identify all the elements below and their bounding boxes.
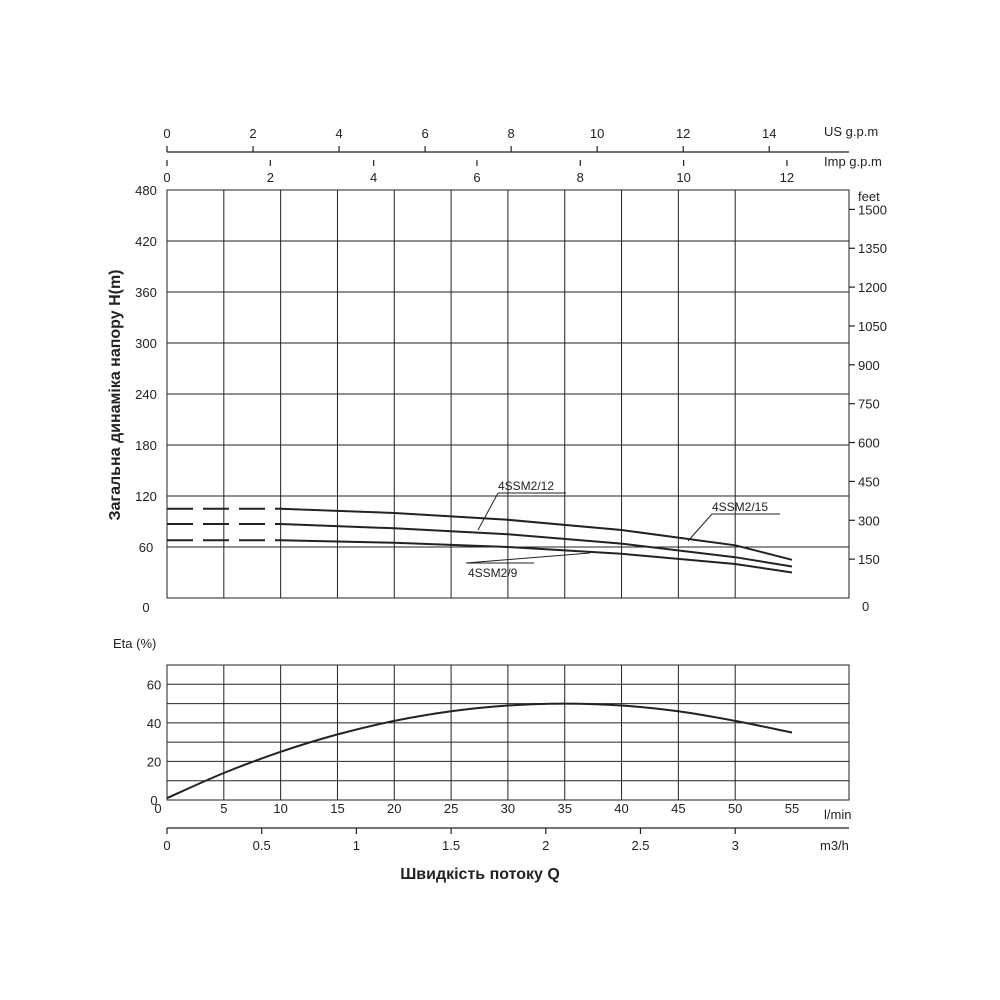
feet-tick-label: 750 (858, 396, 880, 412)
lmin-tick-label: 15 (330, 801, 345, 816)
head-y-tick-label: 120 (135, 489, 157, 504)
feet-tick-label: 1350 (858, 241, 887, 257)
m3h-tick-label: 2 (542, 838, 550, 853)
lmin-tick-label: 30 (500, 801, 516, 816)
lmin-tick-label: 40 (614, 801, 629, 816)
lmin-tick-label: 55 (784, 801, 800, 816)
head-y-tick-label: 480 (135, 183, 157, 198)
us-gpm-tick-label: 12 (675, 126, 691, 141)
head-curve-4SSM2-12 (281, 524, 792, 567)
m3h-axis-title: m3/h (820, 838, 849, 853)
head-y-tick-label: 240 (135, 387, 157, 402)
efficiency-y-tick-label: 0 (150, 793, 158, 808)
imp-gpm-tick-label: 8 (576, 170, 584, 185)
series-leader-pointer (688, 514, 712, 541)
lmin-tick-label: 10 (273, 801, 288, 816)
us-gpm-tick-label: 4 (335, 126, 343, 141)
head-y-tick-label: 0 (142, 600, 150, 615)
head-y-tick-label: 420 (135, 234, 157, 249)
imp-gpm-tick-label: 4 (370, 170, 378, 185)
lmin-tick-label: 20 (387, 801, 402, 816)
imp-gpm-tick-label: 10 (676, 170, 691, 185)
us-gpm-axis-title: US g.p.m (824, 124, 879, 139)
lmin-tick-label: 50 (727, 801, 743, 816)
m3h-tick-label: 1.5 (442, 838, 461, 853)
m3h-tick-label: 1 (352, 838, 361, 853)
m3h-tick-label: 2.5 (631, 838, 650, 853)
feet-tick-label: 300 (858, 513, 880, 529)
m3h-tick-label: 0 (163, 838, 171, 853)
head-y-tick-label: 180 (135, 438, 157, 453)
imp-gpm-tick-label: 0 (163, 170, 171, 185)
lmin-tick-label: 25 (443, 801, 459, 816)
lmin-tick-label: 0 (154, 801, 162, 816)
feet-tick-label: 1500 (858, 202, 887, 218)
lmin-tick-label: 35 (557, 801, 572, 816)
head-y-tick-label: 300 (135, 336, 157, 351)
lmin-axis-title: l/min (824, 807, 852, 822)
feet-tick-label: 0 (862, 599, 870, 614)
feet-axis-title: feet (858, 189, 880, 204)
efficiency-y-tick-label: 60 (146, 677, 162, 693)
us-gpm-tick-label: 10 (589, 126, 605, 141)
flow-axis-title: Швидкість потоку Q (400, 866, 560, 883)
m3h-tick-label: 0.5 (252, 838, 271, 853)
head-curve-4SSM2-15 (281, 509, 792, 560)
m3h-tick-label: 3 (731, 838, 739, 853)
feet-tick-label: 600 (858, 435, 880, 451)
us-gpm-tick-label: 2 (249, 126, 257, 141)
head-curve-4SSM2-9 (281, 540, 792, 572)
efficiency-y-tick-label: 20 (146, 754, 162, 770)
feet-tick-label: 1200 (858, 280, 887, 296)
us-gpm-tick-label: 14 (761, 126, 777, 141)
lmin-tick-label: 45 (671, 801, 686, 816)
chart-curves (167, 479, 792, 798)
series-leader-pointer (478, 493, 498, 530)
feet-tick-label: 450 (858, 474, 880, 490)
lmin-tick-label: 5 (220, 801, 228, 816)
series-leader-pointer (466, 553, 590, 563)
us-gpm-tick-label: 8 (507, 126, 515, 141)
head-y-tick-label: 60 (138, 540, 154, 555)
us-gpm-tick-label: 0 (163, 126, 171, 141)
series-label-4SSM2-15: 4SSM2/15 (712, 500, 769, 514)
imp-gpm-tick-label: 12 (779, 170, 795, 185)
efficiency-y-tick-label: 40 (146, 715, 162, 731)
us-gpm-tick-label: 6 (421, 126, 429, 141)
imp-gpm-axis-title: Imp g.p.m (824, 154, 882, 169)
imp-gpm-tick-label: 2 (266, 170, 274, 185)
imp-gpm-tick-label: 6 (473, 170, 481, 185)
eta-axis-title: Eta (%) (113, 636, 157, 651)
head-axis-title: Загальна динаміка напору H(m) (107, 269, 124, 521)
series-label-4SSM2-12: 4SSM2/12 (498, 479, 555, 493)
feet-tick-label: 900 (858, 357, 880, 373)
efficiency-curve (167, 704, 792, 799)
head-y-tick-label: 360 (135, 285, 157, 300)
feet-tick-label: 1050 (858, 318, 887, 334)
feet-tick-label: 150 (858, 552, 880, 568)
efficiency-chart-grid (167, 665, 849, 800)
head-chart-grid (167, 190, 849, 598)
series-label-4SSM2-9: 4SSM2/9 (468, 566, 518, 580)
